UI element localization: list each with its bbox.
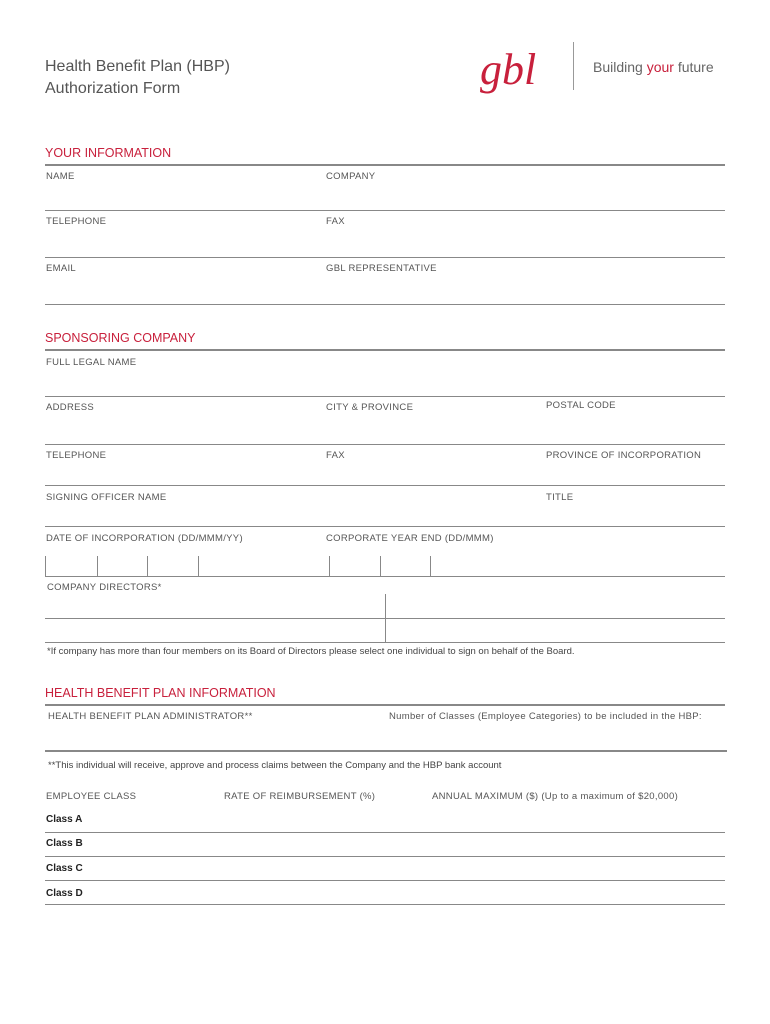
label-company-fax: FAX <box>326 450 345 461</box>
class-c-label: Class C <box>46 863 83 874</box>
section-your-information: YOUR INFORMATION <box>45 146 172 160</box>
label-email: EMAIL <box>46 263 77 274</box>
section-rule <box>45 164 725 166</box>
section-rule <box>45 704 725 706</box>
label-signing-officer: SIGNING OFFICER NAME <box>46 492 167 503</box>
form-title-line2: Authorization Form <box>45 80 181 97</box>
label-corporate-year-end: CORPORATE YEAR END (DD/MMM) <box>326 533 494 544</box>
label-date-incorporation: DATE OF INCORPORATION (DD/MMM/YY) <box>46 533 243 544</box>
label-company-telephone: TELEPHONE <box>46 450 107 461</box>
directors-field-line-1[interactable] <box>45 618 725 619</box>
class-a-label: Class A <box>46 814 83 825</box>
date-box-divider <box>198 556 199 576</box>
class-c-row-line[interactable] <box>45 880 725 881</box>
class-d-row-line[interactable] <box>45 904 725 905</box>
administrator-field-line[interactable] <box>45 750 727 752</box>
gbl-logo <box>478 36 558 116</box>
name-field-line[interactable] <box>45 210 725 211</box>
form-title <box>45 56 230 100</box>
label-title: TITLE <box>546 492 574 503</box>
label-postal-code: POSTAL CODE <box>546 400 616 411</box>
address-field-line[interactable] <box>45 444 725 445</box>
date-box-divider <box>45 556 46 576</box>
directors-field-line-2[interactable] <box>45 642 725 643</box>
signing-officer-field-line[interactable] <box>45 526 725 527</box>
logo-divider <box>573 42 574 90</box>
class-b-row-line[interactable] <box>45 856 725 857</box>
tagline <box>593 59 714 75</box>
col-annual-maximum: ANNUAL MAXIMUM ($) (Up to a maximum of $20,000) <box>432 791 679 802</box>
section-sponsoring-company: SPONSORING COMPANY <box>45 331 196 345</box>
date-box-divider <box>97 556 98 576</box>
form-title-line1: Health Benefit Plan (HBP) <box>45 58 230 75</box>
label-fax: FAX <box>326 216 345 227</box>
label-gbl-representative: GBL REPRESENTATIVE <box>326 263 437 274</box>
label-province-incorporation: PROVINCE OF INCORPORATION <box>546 450 702 461</box>
tagline-accent: your <box>646 59 674 75</box>
tagline-pre: Building <box>593 59 647 75</box>
date-box-divider <box>147 556 148 576</box>
label-hbp-administrator: HEALTH BENEFIT PLAN ADMINISTRATOR** <box>48 711 253 722</box>
section-rule <box>45 349 725 351</box>
directors-note: *If company has more than four members on its Board of Directors please select one individual to sign on behalf of the Board. <box>47 646 575 657</box>
year-end-box-divider <box>430 556 431 576</box>
date-field-line[interactable] <box>45 576 725 577</box>
class-a-row-line[interactable] <box>45 832 725 833</box>
class-b-label: Class B <box>46 838 83 849</box>
label-address: ADDRESS <box>46 402 95 413</box>
year-end-box-divider <box>380 556 381 576</box>
tagline-post: future <box>673 59 714 75</box>
legal-name-field-line[interactable] <box>45 396 725 397</box>
section-hbp-information: HEALTH BENEFIT PLAN INFORMATION <box>45 686 276 700</box>
label-name: NAME <box>46 171 75 182</box>
col-employee-class: EMPLOYEE CLASS <box>46 791 137 802</box>
label-full-legal-name: FULL LEGAL NAME <box>46 357 137 368</box>
label-company: COMPANY <box>326 171 376 182</box>
label-number-of-classes: Number of Classes (Employee Categories) to be included in the HBP: <box>389 711 702 722</box>
year-end-box-divider <box>329 556 330 576</box>
label-city-province: CITY & PROVINCE <box>326 402 414 413</box>
gbl-logo-text: gbl <box>480 45 537 94</box>
administrator-note: **This individual will receive, approve and process claims between the Company and the HBP bank account <box>48 760 502 771</box>
company-telephone-field-line[interactable] <box>45 485 725 486</box>
col-rate-reimbursement: RATE OF REIMBURSEMENT (%) <box>224 791 376 802</box>
label-telephone: TELEPHONE <box>46 216 107 227</box>
label-company-directors: COMPANY DIRECTORS* <box>47 582 162 593</box>
class-d-label: Class D <box>46 888 83 899</box>
telephone-field-line[interactable] <box>45 257 725 258</box>
email-field-line[interactable] <box>45 304 725 305</box>
